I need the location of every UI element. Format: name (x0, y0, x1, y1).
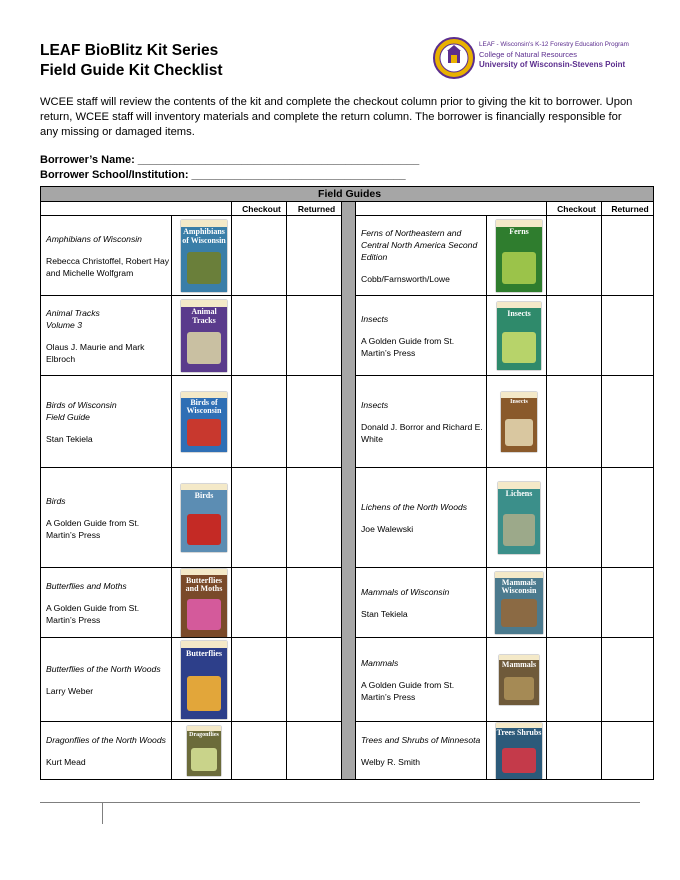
footer-rule (40, 802, 640, 803)
logo-line-1: LEAF - Wisconsin's K-12 Forestry Education Program (479, 41, 629, 48)
right-checkout-cell[interactable] (547, 468, 602, 568)
left-book-cover-cell (172, 296, 232, 376)
left-book-description (41, 568, 172, 638)
page-title (40, 41, 223, 81)
book-cover-title: Butterflies and Moths (185, 575, 223, 594)
book-cover-photo (187, 599, 222, 630)
right-book-cover-cell (487, 722, 547, 780)
book-subtitle: Birds (46, 495, 66, 506)
left-book-description (41, 376, 172, 468)
university-seal-icon (433, 37, 475, 79)
right-book-description (356, 568, 487, 638)
left-returned-cell[interactable] (287, 216, 342, 296)
book-author: Larry Weber (46, 685, 94, 696)
right-book-description (356, 376, 487, 468)
book-cover-photo (502, 332, 535, 363)
uwsp-logo (433, 37, 643, 79)
book-cover-photo (503, 514, 535, 546)
book-cover-image (181, 300, 227, 372)
book-title: Butterflies of the North Woods (46, 663, 161, 674)
left-book-description (41, 216, 172, 296)
book-cover-photo (187, 332, 222, 364)
book-cover-title: Trees Shrubs (496, 728, 542, 738)
left-returned-cell[interactable] (287, 296, 342, 376)
book-title: Butterflies and Moths (46, 580, 127, 591)
column-separator (342, 202, 356, 780)
book-title: Ferns of Northeastern and Central North America Second Edition (361, 227, 478, 262)
book-subtitle: Mammals (361, 657, 399, 668)
right-book-description (356, 722, 487, 780)
right-book-description (356, 296, 487, 376)
book-cover-image (496, 220, 542, 292)
book-cover-photo (187, 676, 222, 711)
book-cover-photo (504, 677, 534, 700)
book-cover-title: Ferns (509, 227, 529, 237)
borrower-school-field[interactable]: Borrower School/Institution: ___________________________________ (40, 169, 406, 181)
left-book-cover-cell (172, 468, 232, 568)
book-cover-photo (187, 252, 222, 284)
book-cover-image (497, 302, 541, 370)
book-cover-image (187, 726, 221, 776)
right-returned-cell[interactable] (602, 376, 654, 468)
left-checkout-cell[interactable] (232, 376, 287, 468)
book-title: Trees and Shrubs of Minnesota (361, 734, 481, 745)
borrower-name-field[interactable]: Borrower’s Name: ______________________________________________ (40, 154, 420, 166)
logo-line-3: University of Wisconsin-Stevens Point (479, 60, 626, 69)
book-cover-image (181, 569, 227, 637)
left-checkout-cell[interactable] (232, 216, 287, 296)
right-book-cover-cell (487, 376, 547, 468)
book-subtitle: Insects (361, 313, 389, 324)
book-title: Mammals of Wisconsin (361, 586, 450, 597)
left-returned-cell[interactable] (287, 722, 342, 780)
book-title: Lichens of the North Woods (361, 501, 468, 512)
book-author: Stan Tekiela (46, 433, 93, 444)
right-checkout-cell[interactable] (547, 376, 602, 468)
book-cover-title: Amphibians of Wisconsin (182, 227, 226, 245)
table-heading: Field Guides (41, 187, 654, 202)
right-checkout-cell[interactable] (547, 638, 602, 722)
right-book-cover-cell (487, 468, 547, 568)
left-returned-header: Returned (287, 202, 342, 216)
book-cover-title: Insects (507, 308, 531, 318)
title-line-2: Field Guide Kit Checklist (40, 62, 223, 79)
book-cover-image (499, 655, 539, 705)
book-cover-photo (187, 514, 222, 545)
right-book-description (356, 216, 487, 296)
right-book-cover-cell (487, 638, 547, 722)
book-cover-photo (501, 599, 538, 627)
right-book-cover-cell (487, 216, 547, 296)
book-title: Animal Tracks (46, 307, 100, 318)
book-title: Birds of Wisconsin (46, 399, 117, 410)
right-book-cover-cell (487, 568, 547, 638)
right-checkout-cell[interactable] (547, 568, 602, 638)
left-checkout-cell[interactable] (232, 638, 287, 722)
right-returned-header: Returned (602, 202, 654, 216)
book-cover-image (501, 392, 537, 452)
book-subtitle: Insects (361, 399, 389, 410)
book-author: A Golden Guide from St. Martin’s Press (46, 602, 140, 625)
book-author: Kurt Mead (46, 756, 86, 767)
intro-paragraph: WCEE staff will review the contents of the kit and complete the checkout column prior to giving the kit to borrower. Upon return, WCEE staff will inventory materials and complete the return column. The borrower is financially responsible for any missing or damaged items. (40, 96, 633, 138)
left-checkout-header: Checkout (232, 202, 287, 216)
book-cover-image (498, 482, 540, 554)
right-returned-cell[interactable] (602, 296, 654, 376)
left-book-cover-cell (172, 722, 232, 780)
left-checkout-cell[interactable] (232, 296, 287, 376)
book-cover-photo (187, 419, 222, 446)
left-returned-cell[interactable] (287, 376, 342, 468)
field-guide-checklist-table (40, 186, 654, 780)
right-returned-cell[interactable] (602, 638, 654, 722)
right-returned-cell[interactable] (602, 216, 654, 296)
right-returned-cell[interactable] (602, 468, 654, 568)
book-cover-title: Butterflies (186, 648, 222, 658)
book-cover-image (496, 723, 542, 779)
book-author: A Golden Guide from St. Martin’s Press (46, 517, 140, 540)
left-book-cover-cell (172, 376, 232, 468)
title-line-1: LEAF BioBlitz Kit Series (40, 42, 219, 59)
right-checkout-cell[interactable] (547, 296, 602, 376)
book-cover-photo (502, 748, 537, 773)
left-returned-cell[interactable] (287, 638, 342, 722)
right-book-description (356, 638, 487, 722)
book-cover-title: Dragonflies (189, 731, 219, 738)
book-cover-title: Birds of Wisconsin (186, 397, 222, 416)
book-cover-title: Birds (194, 490, 214, 500)
left-returned-cell[interactable] (287, 568, 342, 638)
logo-line-2: College of Natural Resources (479, 50, 577, 59)
left-book-cover-cell (172, 216, 232, 296)
book-cover-photo (502, 252, 537, 284)
right-returned-cell[interactable] (602, 722, 654, 780)
book-author: Welby R. Smith (361, 756, 421, 767)
book-cover-image (495, 572, 543, 634)
right-checkout-cell[interactable] (547, 722, 602, 780)
left-checkout-cell[interactable] (232, 568, 287, 638)
left-book-cover-cell (172, 568, 232, 638)
left-returned-cell[interactable] (287, 468, 342, 568)
book-author: A Golden Guide from St. Martin’s Press (361, 335, 455, 358)
book-author: Joe Walewski (361, 523, 414, 534)
book-cover-photo (505, 419, 532, 446)
book-subtitle: Field Guide (46, 411, 90, 422)
footer-divider (102, 802, 103, 824)
book-author: A Golden Guide from St. Martin’s Press (361, 679, 455, 702)
left-book-description (41, 722, 172, 780)
book-title: Amphibians of Wisconsin (46, 233, 142, 244)
left-checkout-cell[interactable] (232, 722, 287, 780)
book-cover-title: Animal Tracks (191, 307, 217, 325)
book-cover-title: Mammals Wisconsin (501, 577, 537, 596)
book-cover-image (181, 484, 227, 552)
left-book-description (41, 296, 172, 376)
right-book-description (356, 468, 487, 568)
book-author: Cobb/Farnsworth/Lowe (361, 273, 450, 284)
right-checkout-header: Checkout (547, 202, 602, 216)
book-subtitle: Volume 3 (46, 319, 82, 330)
book-cover-title: Lichens (505, 489, 533, 499)
book-cover-title: Mammals (501, 659, 537, 669)
book-cover-photo (191, 748, 217, 771)
book-cover-image (181, 392, 227, 452)
left-book-description (41, 468, 172, 568)
left-book-cover-cell (172, 638, 232, 722)
book-cover-title: Insects (510, 398, 528, 405)
book-author: Olaus J. Maurie and Mark Elbroch (46, 341, 145, 364)
left-checkout-cell[interactable] (232, 468, 287, 568)
book-cover-image (181, 220, 227, 292)
book-author: Donald J. Borror and Richard E. White (361, 421, 483, 444)
right-book-cover-cell (487, 296, 547, 376)
right-checkout-cell[interactable] (547, 216, 602, 296)
book-author: Stan Tekiela (361, 608, 408, 619)
book-cover-image (181, 641, 227, 719)
book-author: Rebecca Christoffel, Robert Hay and Michelle Wolfgram (46, 255, 170, 278)
borrower-fields (40, 153, 419, 183)
book-title: Dragonflies of the North Woods (46, 734, 166, 745)
right-returned-cell[interactable] (602, 568, 654, 638)
left-book-description (41, 638, 172, 722)
